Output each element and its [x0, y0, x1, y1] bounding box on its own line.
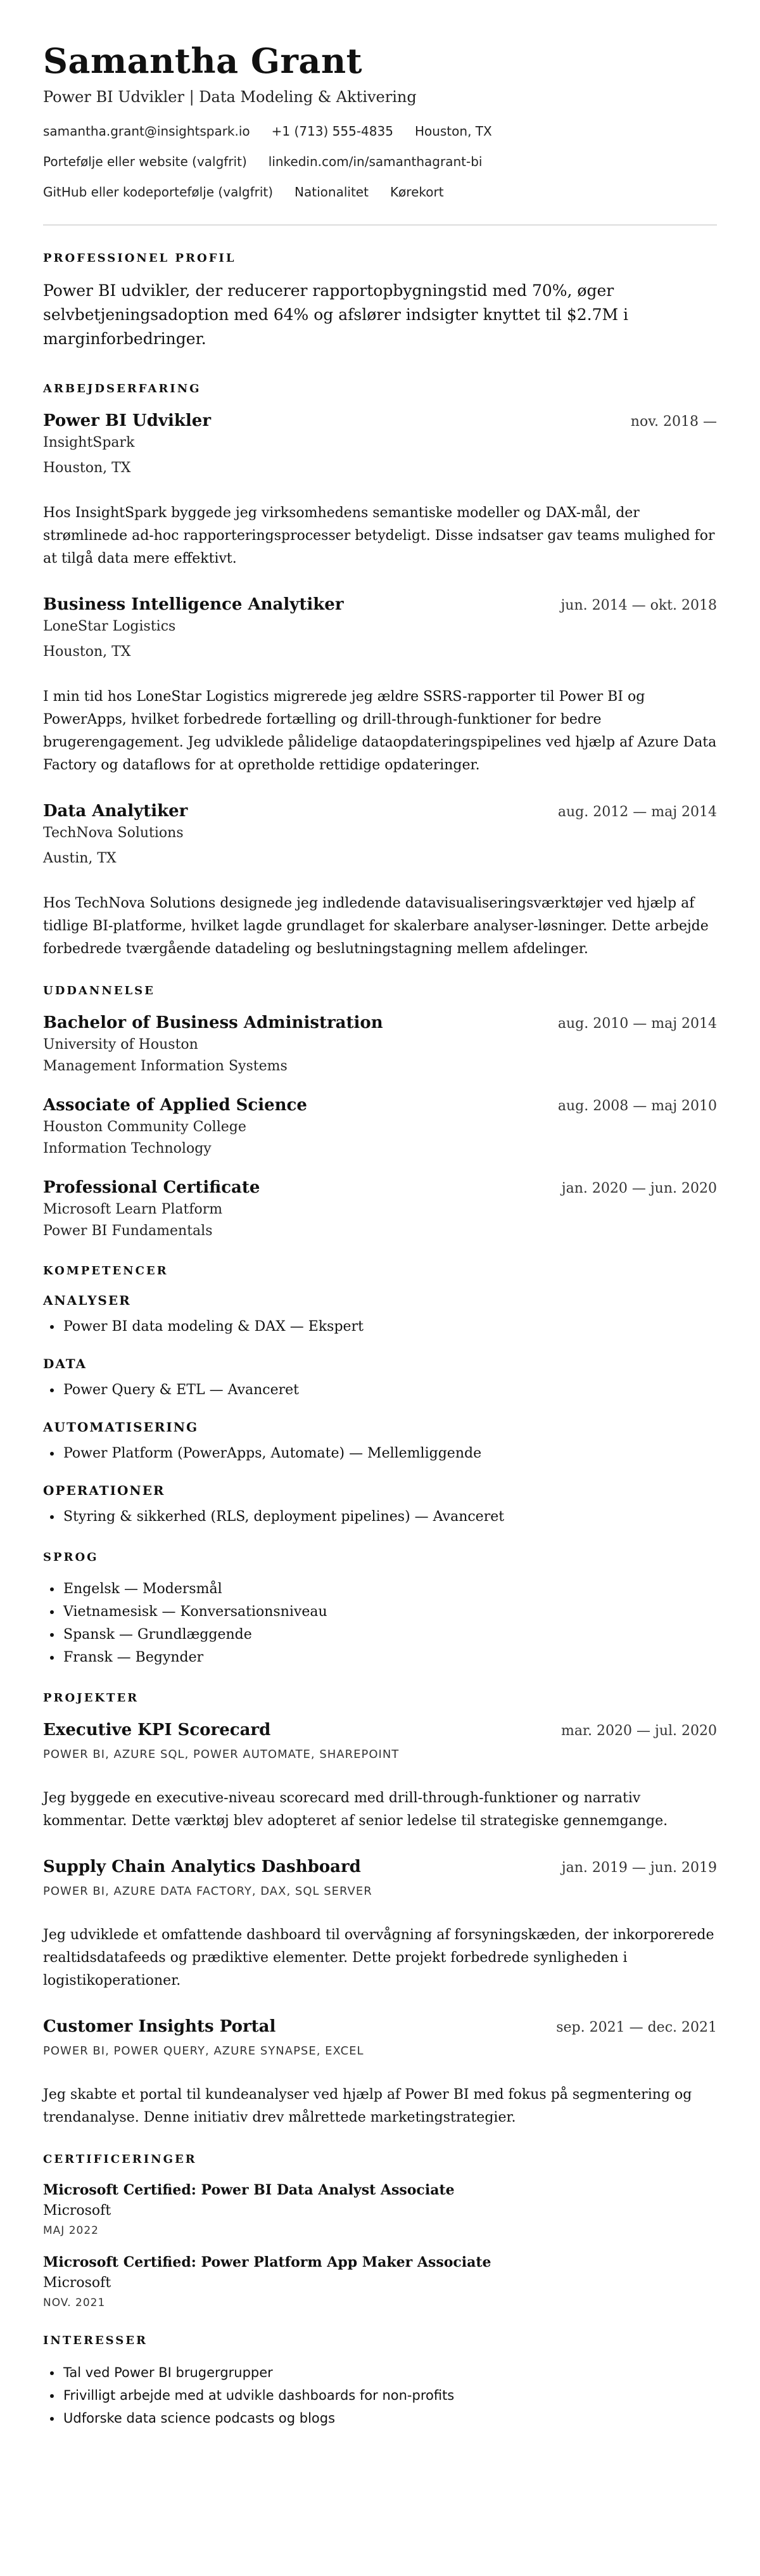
- project-entry: [43, 1855, 717, 1992]
- interests-list: [43, 2361, 717, 2430]
- certification-entry: [43, 2180, 717, 2240]
- skill-list: [43, 1316, 717, 1338]
- skill-category: OPERATIONER: [43, 1483, 165, 1498]
- education-field: Management Information Systems: [43, 1058, 288, 1074]
- contact-linkedin[interactable]: linkedin.com/in/samanthagrant-bi: [268, 154, 483, 169]
- contact-github: GitHub eller kodeportefølje (valgfrit): [43, 184, 274, 200]
- contact-email[interactable]: samantha.grant@insightspark.io: [43, 124, 250, 139]
- certifications-title: CERTIFICERINGER: [43, 2153, 197, 2166]
- skills-section: [43, 1264, 717, 1669]
- experience-company: TechNova Solutions: [43, 825, 184, 841]
- contact-phone[interactable]: +1 (713) 555-4835: [271, 124, 393, 139]
- project-tech: POWER BI, POWER QUERY, AZURE SYNAPSE, EXCEL: [43, 2044, 364, 2058]
- candidate-headline: Power BI Udvikler | Data Modeling & Aktivering: [43, 88, 417, 106]
- skills-title: KOMPETENCER: [43, 1264, 168, 1278]
- education-degree: Professional Certificate: [43, 1178, 260, 1197]
- experience-description: I min tid hos LoneStar Logistics migrerede jeg ældre SSRS-rapporter til Power BI og PowerApps, hvilket forbedrede fortælling og drill-through-funktioner for bedre brugerengagement. Jeg udviklede pålidelige dataopdateringspipelines ved hjælp af Azure Data Factory og dataflows for at opretholde rettidige opdateringer.: [43, 689, 717, 773]
- candidate-name: Samantha Grant: [43, 41, 363, 81]
- certification-issuer: Microsoft: [43, 2203, 111, 2219]
- skill-item: • Styring & sikkerhed (RLS, deployment pipelines) — Avanceret: [62, 1506, 717, 1528]
- project-tech: POWER BI, AZURE SQL, POWER AUTOMATE, SHAREPOINT: [43, 1748, 400, 1761]
- skill-list: [43, 1442, 717, 1465]
- certifications-section: [43, 2152, 717, 2312]
- experience-section: [43, 381, 717, 961]
- experience-title: ARBEJDSERFARING: [43, 382, 201, 395]
- language-item: • Fransk — Begynder: [62, 1646, 717, 1669]
- certification-name: Microsoft Certified: Power BI Data Analyst Associate: [43, 2182, 455, 2198]
- experience-description: Hos TechNova Solutions designede jeg indledende datavisualiseringsværktøjer ved hjælp af tidlige BI-platforme, hvilket lagde grundlaget for skalerbare analyser-løsninger. Dette arbejde forbedrede tværgående datadeling og beslutningstagning mellem afdelinger.: [43, 895, 709, 957]
- experience-description: Hos InsightSpark byggede jeg virksomhedens semantiske modeller og DAX-mål, der strømlinede ad-hoc rapporteringsprocesser betydeligt. Disse indsatser gav teams mulighed for at tilgå data mere effektivt.: [43, 505, 715, 567]
- contact-nationality: Nationalitet: [294, 184, 369, 200]
- skill-category: AUTOMATISERING: [43, 1419, 199, 1435]
- profile-section: [43, 251, 717, 351]
- education-degree: Bachelor of Business Administration: [43, 1013, 383, 1032]
- profile-text: Power BI udvikler, der reducerer rapportopbygningstid med 70%, øger selvbetjeningsadoption med 64% og afslører indsigter knyttet til $2.7M i marginforbedringer.: [43, 281, 629, 348]
- experience-company: LoneStar Logistics: [43, 618, 176, 634]
- skill-item: • Power BI data modeling & DAX — Ekspert: [62, 1316, 717, 1338]
- education-date: jan. 2020 — jun. 2020: [561, 1181, 717, 1196]
- contact-location: Houston, TX: [414, 124, 492, 139]
- education-field: Information Technology: [43, 1141, 212, 1157]
- experience-company: InsightSpark: [43, 435, 135, 451]
- project-date: jan. 2019 — jun. 2019: [561, 1860, 717, 1876]
- skill-category: DATA: [43, 1356, 87, 1371]
- experience-location: Austin, TX: [43, 850, 117, 866]
- certification-date: MAJ 2022: [43, 2224, 99, 2237]
- certification-name: Microsoft Certified: Power Platform App Maker Associate: [43, 2254, 491, 2271]
- certification-entry: [43, 2252, 717, 2312]
- interest-item: • Udforske data science podcasts og blogs: [62, 2407, 717, 2430]
- interests-title: INTERESSER: [43, 2334, 148, 2347]
- experience-date: nov. 2018 —: [630, 414, 717, 430]
- interests-section: [43, 2333, 717, 2430]
- experience-entry: [43, 800, 717, 961]
- header-divider: [43, 224, 717, 226]
- project-name: Supply Chain Analytics Dashboard: [43, 1857, 361, 1876]
- projects-title: PROJEKTER: [43, 1691, 139, 1705]
- education-field: Power BI Fundamentals: [43, 1223, 213, 1239]
- project-name: Customer Insights Portal: [43, 2017, 276, 2036]
- experience-role: Business Intelligence Analytiker: [43, 595, 344, 614]
- education-entry: [43, 1011, 717, 1077]
- project-tech: POWER BI, AZURE DATA FACTORY, DAX, SQL SERVER: [43, 1885, 372, 1898]
- education-section: [43, 984, 717, 1242]
- education-school: Microsoft Learn Platform: [43, 1201, 223, 1217]
- experience-entry: [43, 409, 717, 570]
- languages-list: [43, 1578, 717, 1669]
- project-entry: [43, 2015, 717, 2129]
- education-school: University of Houston: [43, 1037, 198, 1053]
- languages-title: SPROG: [43, 1551, 99, 1564]
- skill-item: • Power Query & ETL — Avanceret: [62, 1379, 717, 1402]
- education-title: UDDANNELSE: [43, 984, 155, 997]
- experience-date: aug. 2012 — maj 2014: [557, 804, 717, 820]
- project-description: Jeg byggede en executive-niveau scorecard med drill-through-funktioner og narrativ kommentar. Dette værktøj blev adopteret af senior ledelse til strategiske gennemgange.: [43, 1790, 668, 1829]
- skill-item: • Power Platform (PowerApps, Automate) — Mellemliggende: [62, 1442, 717, 1465]
- education-entry: [43, 1094, 717, 1160]
- skill-list: [43, 1506, 717, 1528]
- education-entry: [43, 1176, 717, 1242]
- contact-row-1: [43, 122, 717, 141]
- certification-date: NOV. 2021: [43, 2297, 106, 2309]
- experience-role: Power BI Udvikler: [43, 411, 212, 430]
- certification-issuer: Microsoft: [43, 2275, 111, 2291]
- experience-date: jun. 2014 — okt. 2018: [560, 598, 717, 613]
- project-description: Jeg skabte et portal til kundeanalyser ved hjælp af Power BI med fokus på segmentering og trendanalyse. Denne initiativ drev målrettede marketingstrategier.: [43, 2087, 692, 2125]
- language-item: • Spansk — Grundlæggende: [62, 1624, 717, 1646]
- contact-row-2: [43, 152, 717, 171]
- interest-item: • Tal ved Power BI brugergrupper: [62, 2361, 717, 2384]
- project-date: mar. 2020 — jul. 2020: [560, 1723, 717, 1739]
- profile-title: PROFESSIONEL PROFIL: [43, 252, 236, 265]
- skill-list: [43, 1379, 717, 1402]
- contact-row-3: [43, 183, 717, 202]
- experience-location: Houston, TX: [43, 644, 131, 660]
- projects-section: [43, 1691, 717, 2129]
- contact-portfolio: Portefølje eller website (valgfrit): [43, 154, 247, 169]
- education-date: aug. 2010 — maj 2014: [557, 1016, 717, 1032]
- project-date: sep. 2021 — dec. 2021: [556, 2020, 717, 2035]
- education-school: Houston Community College: [43, 1119, 246, 1135]
- language-item: • Vietnamesisk — Konversationsniveau: [62, 1601, 717, 1624]
- project-name: Executive KPI Scorecard: [43, 1721, 271, 1740]
- skill-category: ANALYSER: [43, 1293, 131, 1308]
- education-degree: Associate of Applied Science: [43, 1096, 307, 1115]
- project-entry: [43, 1719, 717, 1833]
- contact-drivers-license: Kørekort: [390, 184, 444, 200]
- language-item: • Engelsk — Modersmål: [62, 1578, 717, 1601]
- experience-location: Houston, TX: [43, 460, 131, 476]
- interest-item: • Frivilligt arbejde med at udvikle dashboards for non-profits: [62, 2384, 717, 2407]
- experience-role: Data Analytiker: [43, 802, 188, 821]
- experience-entry: [43, 593, 717, 777]
- education-date: aug. 2008 — maj 2010: [557, 1098, 717, 1114]
- project-description: Jeg udviklede et omfattende dashboard til overvågning af forsyningskæden, der inkorporerede realtidsdatafeeds og prædiktive elementer. Dette projekt forbedrede synligheden i logistikoperationer.: [43, 1927, 714, 1989]
